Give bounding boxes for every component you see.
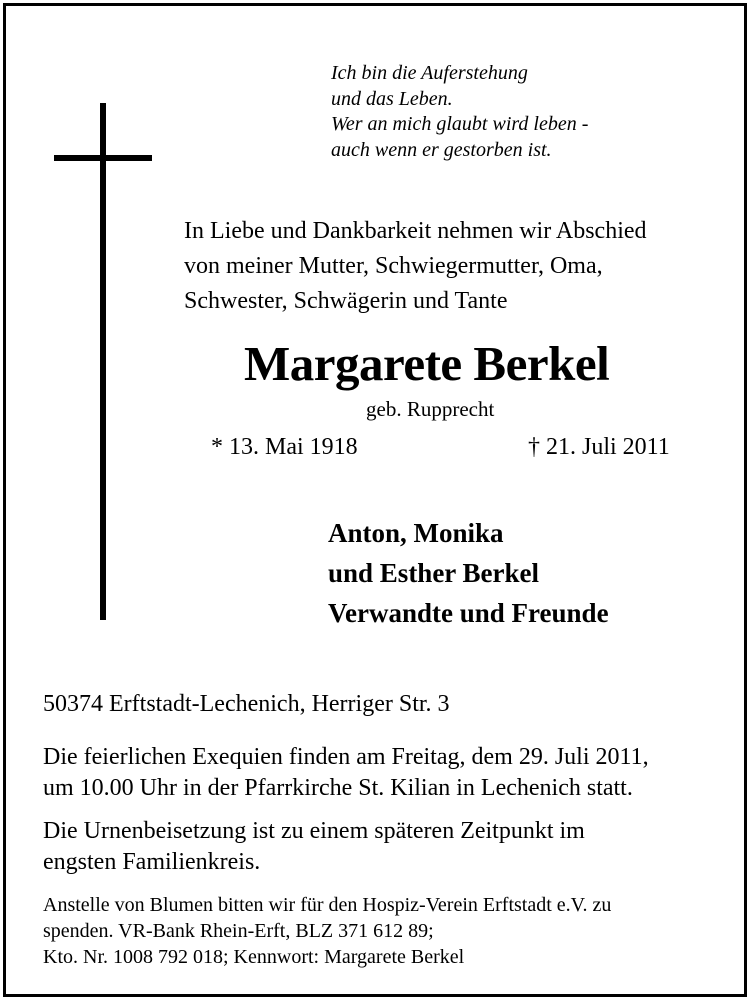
- mourner-line: Verwandte und Freunde: [328, 598, 609, 628]
- service-line: um 10.00 Uhr in der Pfarrkirche St. Kilian in Lechenich statt.: [43, 775, 633, 801]
- urn-burial-info: [43, 816, 585, 878]
- urn-line: engsten Familienkreis.: [43, 849, 261, 875]
- intro-line: von meiner Mutter, Schwiegermutter, Oma,: [184, 253, 603, 279]
- intro-line: In Liebe und Dankbarkeit nehmen wir Abschied: [184, 218, 647, 244]
- cross-horizontal-bar: [54, 155, 152, 161]
- farewell-intro: [184, 214, 647, 319]
- donation-line: Kto. Nr. 1008 792 018; Kennwort: Margarete Berkel: [43, 946, 465, 968]
- intro-line: Schwester, Schwägerin und Tante: [184, 288, 508, 314]
- deceased-name: Margarete Berkel: [244, 336, 610, 391]
- donation-line: spenden. VR-Bank Rhein-Erft, BLZ 371 612 89;: [43, 920, 434, 942]
- verse-line: Wer an mich glaubt wird leben -: [331, 113, 589, 135]
- mourner-line: Anton, Monika: [328, 518, 504, 548]
- mourners-list: [328, 513, 609, 633]
- mourner-line: und Esther Berkel: [328, 558, 540, 588]
- urn-line: Die Urnenbeisetzung ist zu einem späteren Zeitpunkt im: [43, 818, 585, 844]
- death-date: † 21. Juli 2011: [528, 434, 670, 460]
- verse-line: und das Leben.: [331, 87, 453, 110]
- birth-date: * 13. Mai 1918: [211, 434, 358, 460]
- address: 50374 Erftstadt-Lechenich, Herriger Str. 3: [43, 691, 450, 717]
- service-line: Die feierlichen Exequien finden am Freitag, dem 29. Juli 2011,: [43, 744, 649, 770]
- bible-verse: [331, 61, 588, 163]
- donation-request: [43, 892, 611, 970]
- verse-line: auch wenn er gestorben ist.: [331, 138, 552, 161]
- cross-vertical-bar: [100, 103, 106, 620]
- funeral-service-info: [43, 742, 649, 804]
- donation-line: Anstelle von Blumen bitten wir für den Hospiz-Verein Erftstadt e.V. zu: [43, 894, 612, 916]
- verse-line: Ich bin die Auferstehung: [331, 62, 528, 84]
- maiden-name: geb. Rupprecht: [366, 397, 495, 421]
- obituary-notice: [3, 3, 747, 997]
